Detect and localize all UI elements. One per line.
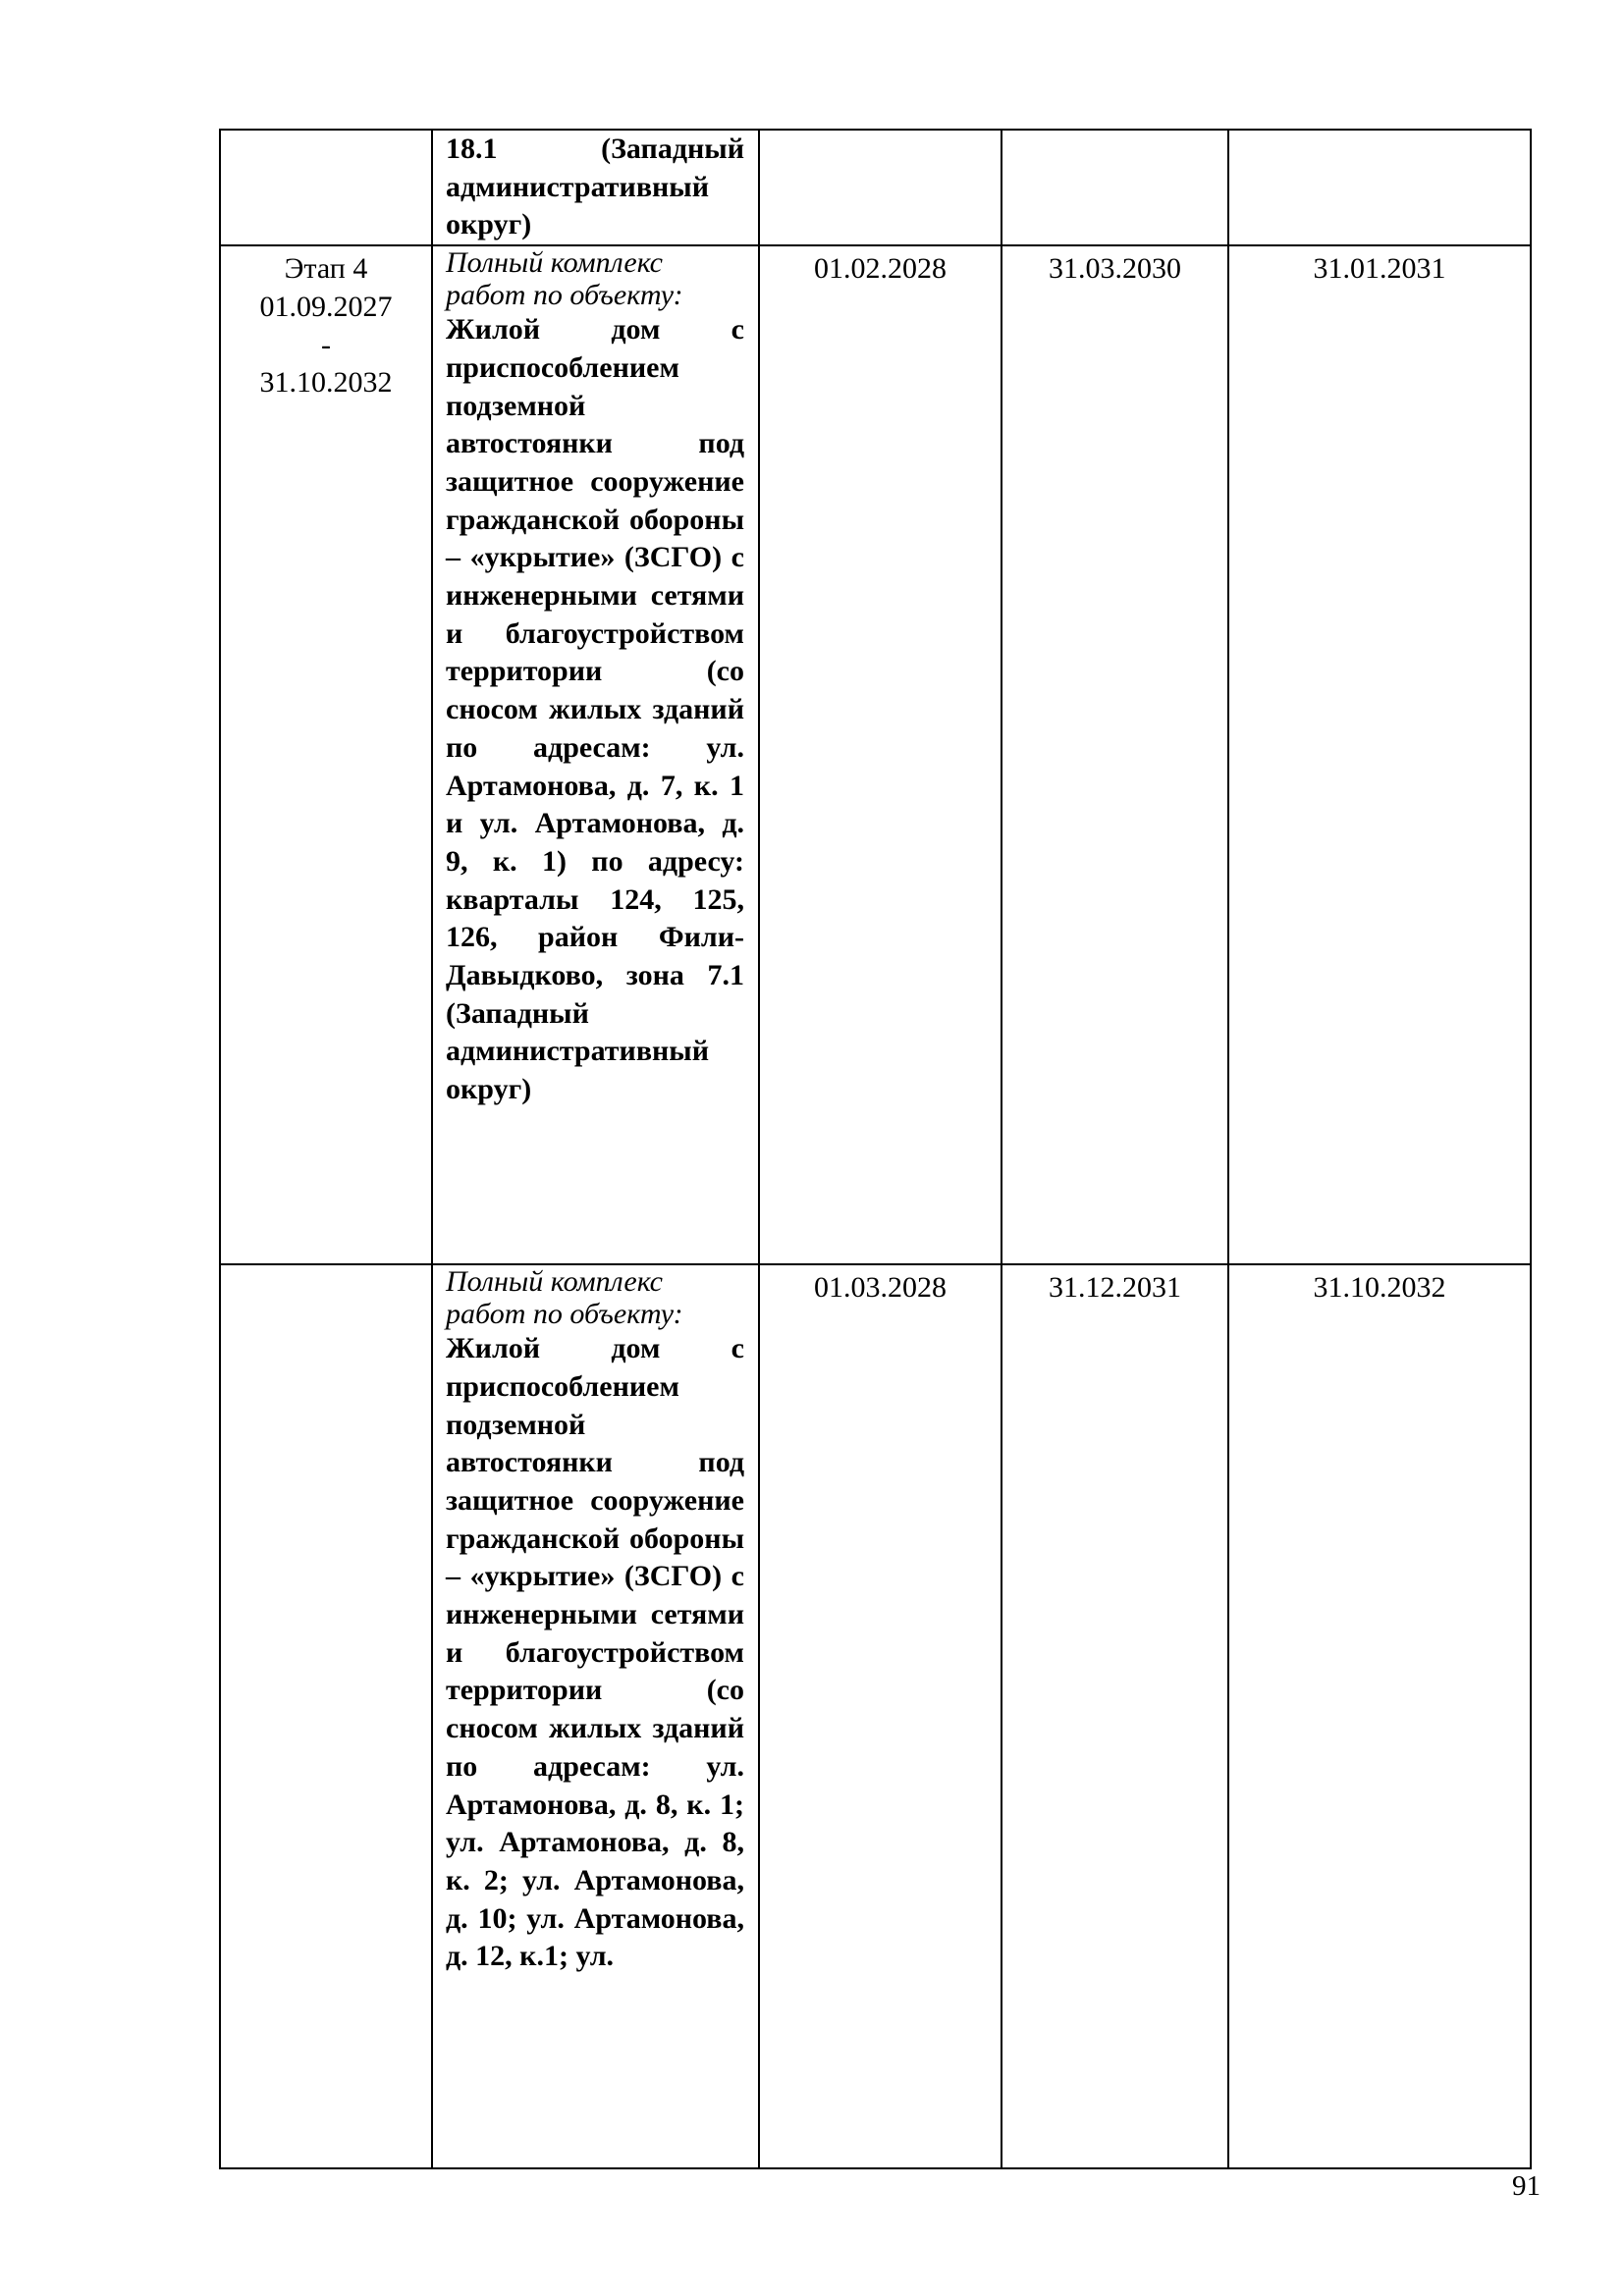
completion-date-cell <box>1001 130 1228 245</box>
table-row <box>220 1264 1531 2168</box>
stage-cell <box>220 130 432 245</box>
commissioning-date-cell: 31.10.2032 <box>1228 1264 1531 2168</box>
commissioning-date-cell <box>1228 130 1531 245</box>
object-description: Жилой дом с приспособлением подземной автостоянки под защитное сооружение гражданской обороны – «укрытие» (ЗСГО) с инженерными сетями и благоустройством территории (со сносом жилых зданий по адресам: ул. Артамонова, д. 8, к. 1; ул. Артамонова, д. 8, к. 2; ул. Артамонова, д. 10; ул. Артамонова, д. 12, к.1; ул. <box>446 1332 744 1973</box>
stage-cell <box>220 245 432 1264</box>
start-date-cell: 01.02.2028 <box>759 245 1001 1264</box>
completion-date-cell: 31.03.2030 <box>1001 245 1228 1264</box>
schedule-table <box>219 129 1532 2169</box>
commissioning-date-cell: 31.01.2031 <box>1228 245 1531 1264</box>
stage-cell <box>220 1264 432 2168</box>
object-cell <box>432 1264 759 2168</box>
completion-date-cell: 31.12.2031 <box>1001 1264 1228 2168</box>
object-description: 18.1 (Западный административный округ) <box>446 133 744 241</box>
object-intro: Полный комплекс работ по объекту: <box>446 1265 683 1331</box>
start-date-cell: 01.03.2028 <box>759 1264 1001 2168</box>
table-row <box>220 245 1531 1264</box>
object-cell <box>432 245 759 1264</box>
page-number: 91 <box>1512 2170 1541 2202</box>
start-date-cell <box>759 130 1001 245</box>
object-intro: Полный комплекс работ по объекту: <box>446 246 683 312</box>
object-description: Жилой дом с приспособлением подземной автостоянки под защитное сооружение гражданской обороны – «укрытие» (ЗСГО) с инженерными сетями и благоустройством территории (со сносом жилых зданий по адресам: ул. Артамонова, д. 7, к. 1 и ул. Артамонова, д. 9, к. 1) по адресу: кварталы 124, 125, 126, район Фили-Давыдково, зона 7.1 (Западный административный округ) <box>446 313 744 1106</box>
object-cell <box>432 130 759 245</box>
table-row <box>220 130 1531 245</box>
stage-label: Этап 4 01.09.2027 - 31.10.2032 <box>259 252 393 400</box>
